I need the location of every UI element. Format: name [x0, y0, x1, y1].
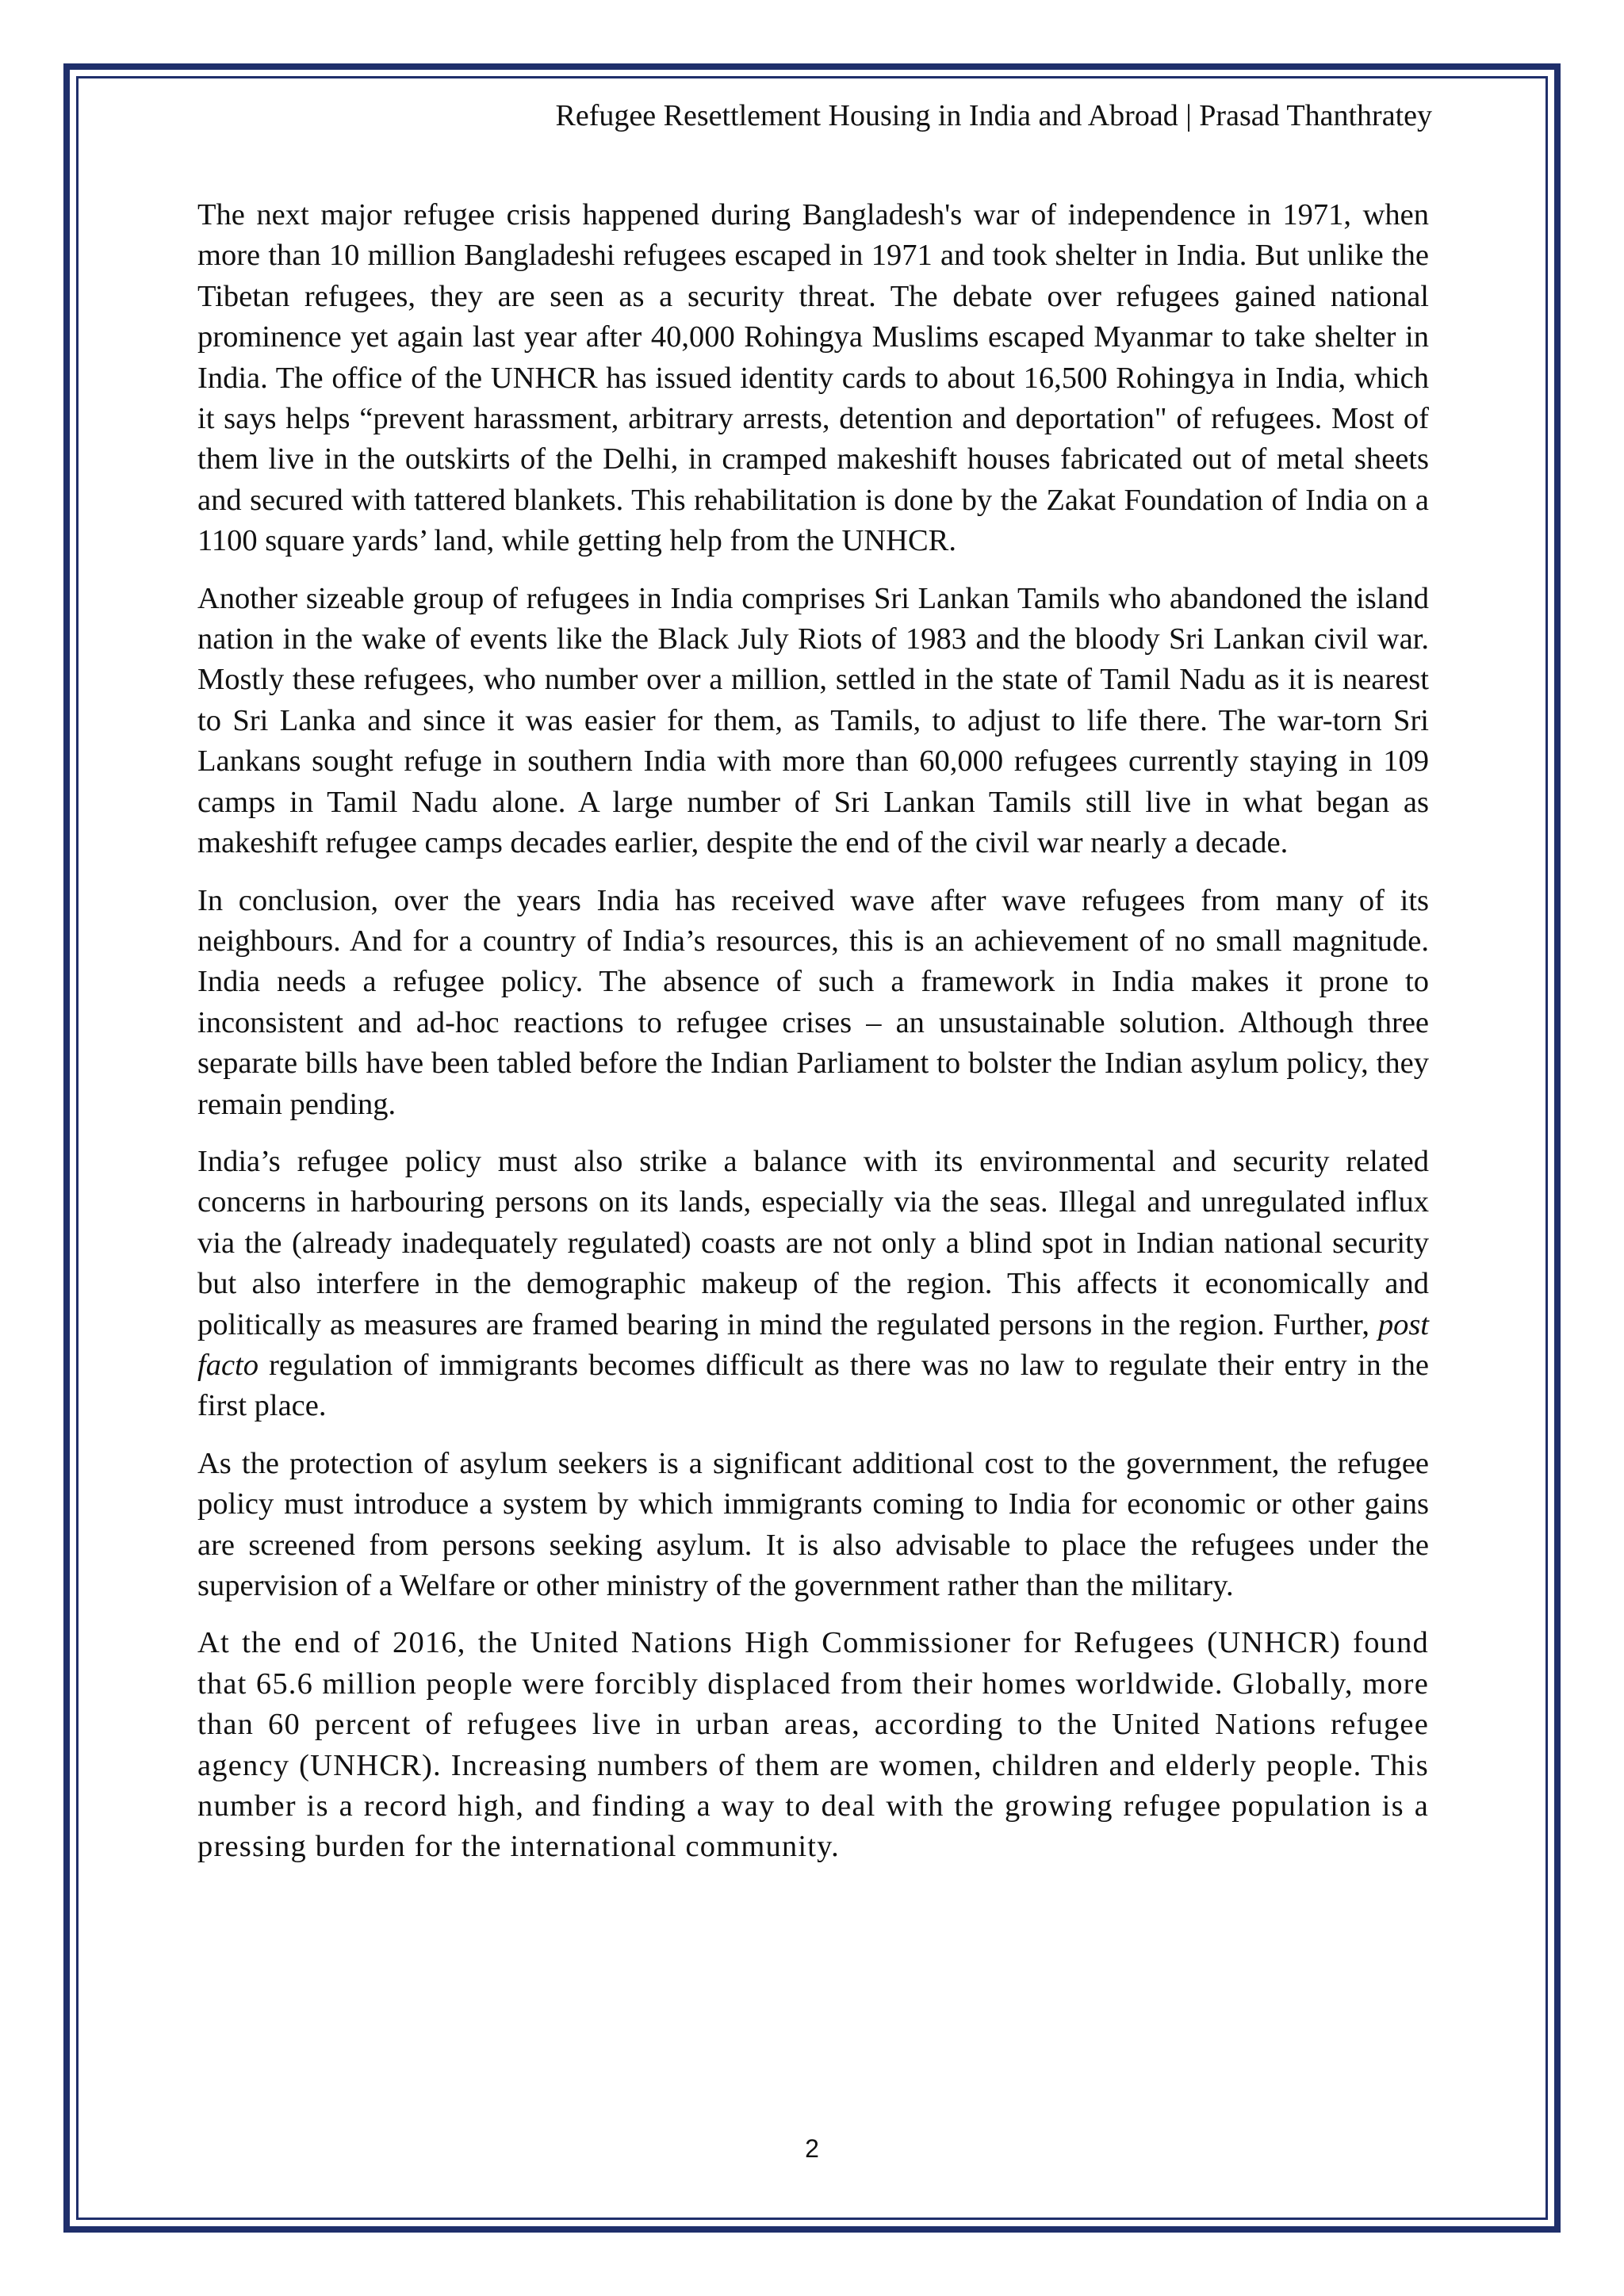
paragraph-text: At the end of 2016, the United Nations High Commissioner for Refugees (UNHCR) found that 65.6 million people were forcibly displaced from their homes worldwide. Globally, more than 60 percent of refugees live in urban areas, according to the United Nations refugee agency (UNHCR). Increasing numbers of them are women, children and elderly people. This number is a record high, and finding a way to deal with the growing refugee population is a pressing burden for the international community. [197, 1626, 1429, 1864]
page-number: 2 [805, 2134, 819, 2163]
paragraph-unhcr-statistics [197, 1623, 1429, 1867]
paragraph-security-concerns [197, 1142, 1429, 1427]
paragraph-text-before: India’s refugee policy must also strike a balance with its environmental and security related concerns in harbouring persons on its lands, especially via the seas. Illegal and unregulated influx via the (already inadequately regulated) coasts are not only a blind spot in Indian national security but also interfere in the demographic makeup of the region. This affects it economically and politically as measures are framed bearing in mind the regulated persons in the region. Further, [197, 1144, 1429, 1341]
paragraph-text: Another sizeable group of refugees in India comprises Sri Lankan Tamils who abandoned the island nation in the wake of events like the Black July Riots of 1983 and the bloody Sri Lankan civil war. Mostly these refugees, who number over a million, settled in the state of Tamil Nadu as it is nearest to Sri Lanka and since it was easier for them, as Tamils, to adjust to life there. The war-torn Sri Lankans sought refuge in southern India with more than 60,000 refugees currently staying in 109 camps in Tamil Nadu alone. A large number of Sri Lankan Tamils still live in what began as makeshift refugee camps decades earlier, despite the end of the civil war nearly a decade. [197, 581, 1429, 860]
body-text [197, 195, 1429, 1885]
paragraph-conclusion [197, 881, 1429, 1125]
paragraph-sri-lankan-tamils [197, 579, 1429, 864]
paragraph-text: The next major refugee crisis happened during Bangladesh's war of independence in 1971, when more than 10 million Bangladeshi refugees escaped in 1971 and took shelter in India. But unlike the Tibetan refugees, they are seen as a security threat. The debate over refugees gained national prominence yet again last year after 40,000 Rohingya Muslims escaped Myanmar to take shelter in India. The office of the UNHCR has issued identity cards to about 16,500 Rohingya in India, which it says helps “prevent harassment, arbitrary arrests, detention and deportation" of refugees. Most of them live in the outskirts of the Delhi, in cramped makeshift houses fabricated out of metal sheets and secured with tattered blankets. This rehabilitation is done by the Zakat Foundation of India on a 1100 square yards’ land, while getting help from the UNHCR. [197, 198, 1429, 558]
paragraph-bangladesh-rohingya [197, 195, 1429, 562]
paragraph-asylum-cost [197, 1444, 1429, 1607]
paragraph-text: As the protection of asylum seekers is a significant additional cost to the government, the refugee policy must introduce a system by which immigrants coming to India for economic or other gains are screened from persons seeking asylum. It is also advisable to place the refugees under the supervision of a Welfare or other ministry of the government rather than the military. [197, 1446, 1429, 1602]
italic-term: post facto [197, 1307, 1429, 1382]
paragraph-text-after: regulation of immigrants becomes difficult as there was no law to regulate their entry in the first place. [197, 1348, 1429, 1423]
paragraph-text: In conclusion, over the years India has received wave after wave refugees from many of its neighbours. And for a country of India’s resources, this is an achievement of no small magnitude. India needs a refugee policy. The absence of such a framework in India makes it prone to inconsistent and ad-hoc reactions to refugee crises – an unsustainable solution. Although three separate bills have been tabled before the Indian Parliament to bolster the Indian asylum policy, they remain pending. [197, 883, 1429, 1121]
running-header: Refugee Resettlement Housing in India and Abroad | Prasad Thanthratey [555, 99, 1432, 132]
